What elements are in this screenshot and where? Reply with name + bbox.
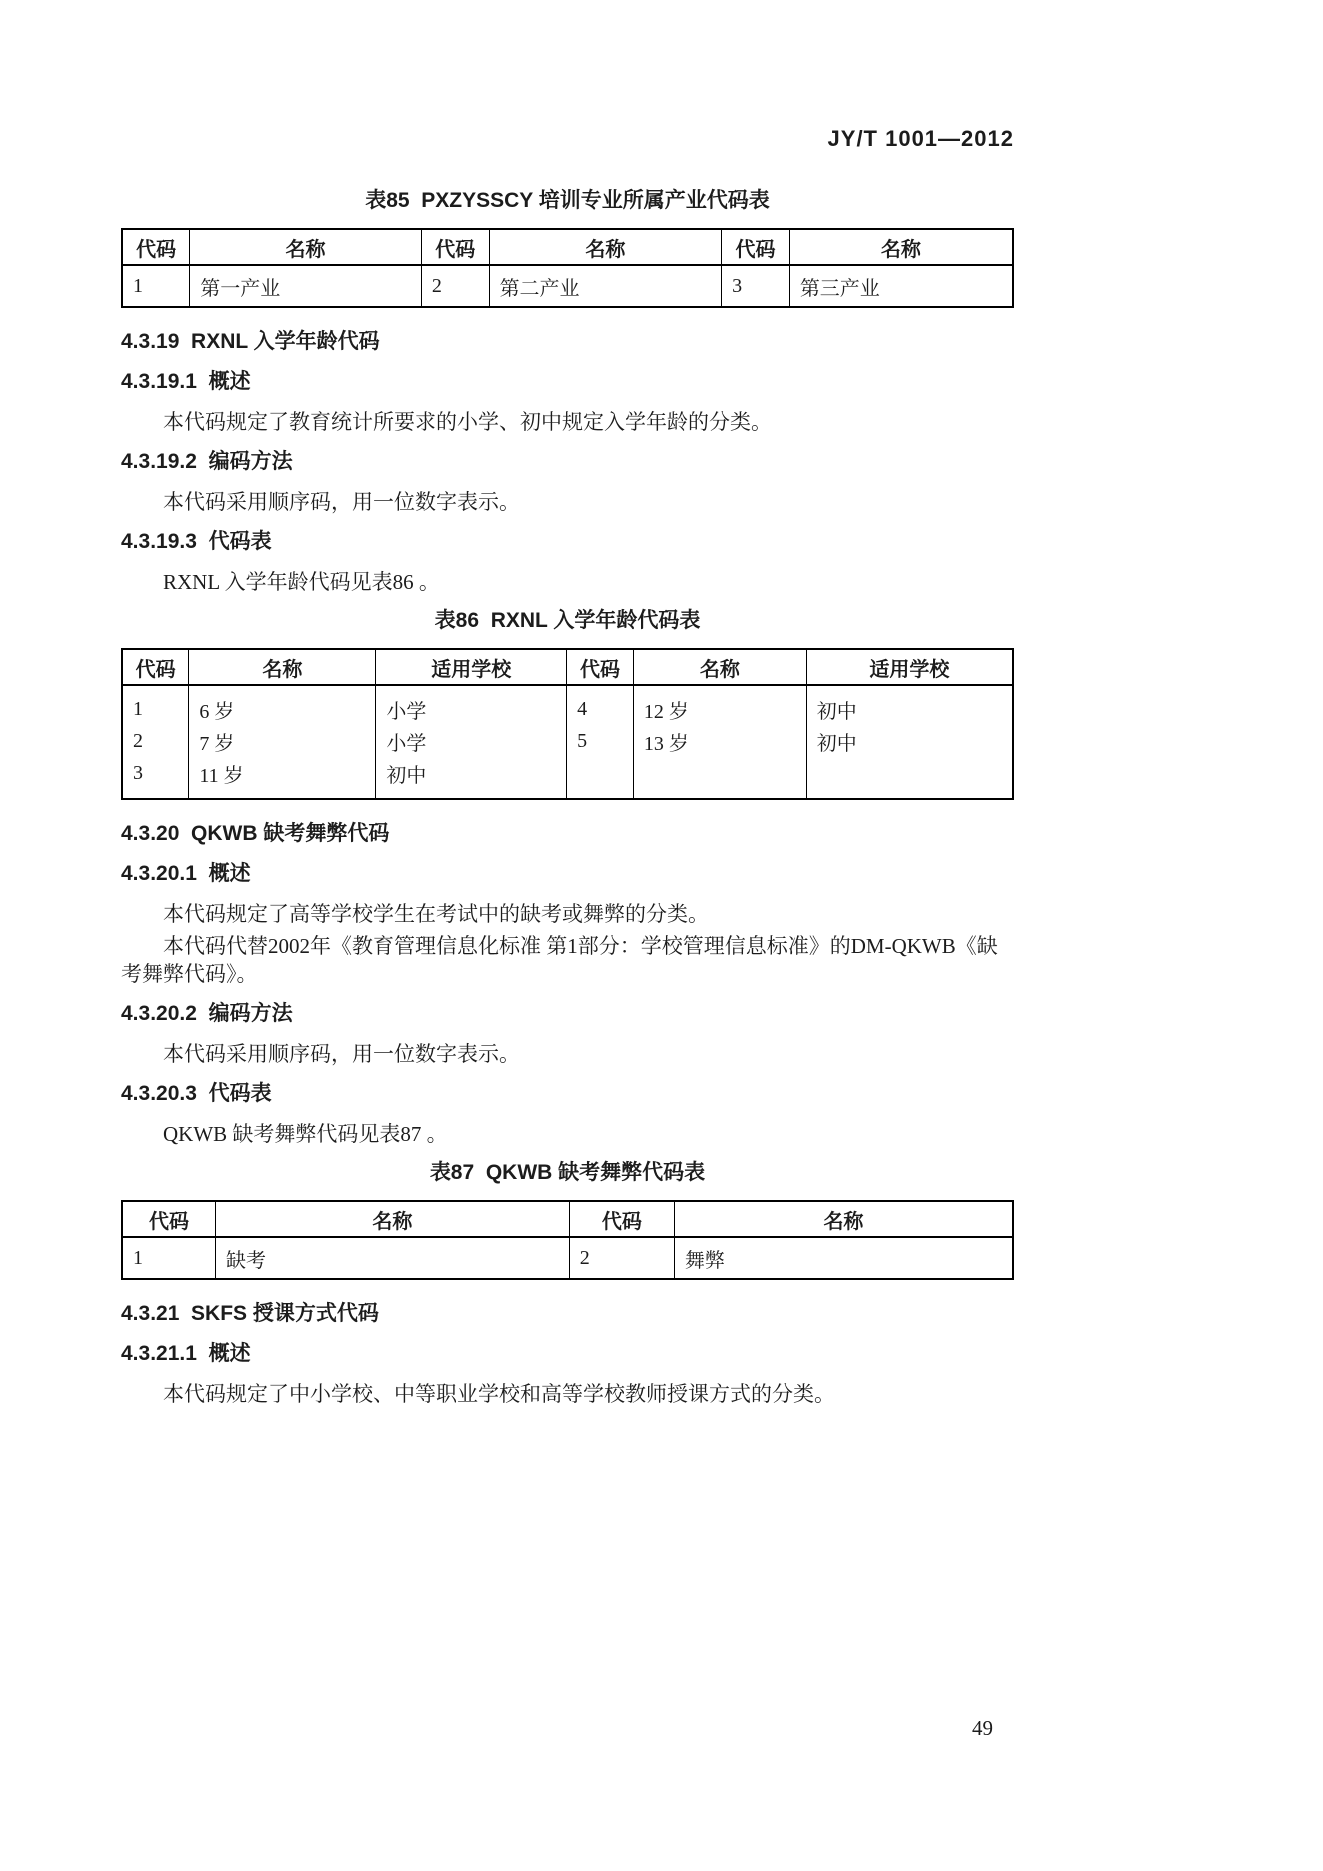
page-content: [121, 126, 1014, 1420]
paragraph: 本代码规定了中小学校、中等职业学校和高等学校教师授课方式的分类。: [163, 1382, 835, 1406]
section-heading-4-3-20-3: 4.3.20.3 代码表: [121, 1082, 272, 1105]
name-cell: 13 岁: [633, 725, 806, 757]
section-heading-4-3-20: 4.3.20 QKWB 缺考舞弊代码: [121, 822, 390, 845]
table87-title: 表87 QKWB 缺考舞弊代码表: [429, 1161, 706, 1184]
code-cell: 3: [122, 757, 189, 799]
name-cell: 6 岁: [189, 685, 376, 725]
school-cell: 初中: [806, 685, 1013, 725]
code-cell: 1: [122, 1237, 216, 1279]
column-header-school: 适用学校: [376, 649, 567, 685]
section-heading-4-3-19-2: 4.3.19.2 编码方法: [121, 450, 293, 473]
section-heading-4-3-20-2: 4.3.20.2 编码方法: [121, 1002, 293, 1025]
name-cell: 缺考: [216, 1237, 570, 1279]
column-header-school: 适用学校: [806, 649, 1013, 685]
paragraph: QKWB 缺考舞弊代码见表87 。: [163, 1122, 448, 1146]
section-heading-4-3-19-3: 4.3.19.3 代码表: [121, 530, 272, 553]
name-cell: 7 岁: [189, 725, 376, 757]
paragraph: 本代码采用顺序码，用一位数字表示。: [163, 1042, 520, 1066]
section-heading-4-3-19-1: 4.3.19.1 概述: [121, 370, 251, 393]
table85: [121, 228, 1014, 308]
paragraph: 本代码采用顺序码，用一位数字表示。: [163, 490, 520, 514]
paragraph: 本代码规定了教育统计所要求的小学、初中规定入学年龄的分类。: [163, 410, 772, 434]
school-cell: 小学: [376, 685, 567, 725]
name-cell: 舞弊: [674, 1237, 1013, 1279]
column-header-code: 代码: [567, 649, 634, 685]
section-heading-4-3-21-1: 4.3.21.1 概述: [121, 1342, 251, 1365]
code-cell: 2: [569, 1237, 674, 1279]
school-cell: 初中: [806, 725, 1013, 757]
column-header-name: 名称: [489, 229, 722, 265]
school-cell: [806, 757, 1013, 799]
code-cell: 1: [122, 265, 190, 307]
table-row: [122, 725, 1013, 757]
column-header-code: 代码: [722, 229, 790, 265]
table86-header-row: [122, 649, 1013, 685]
name-cell: 第一产业: [190, 265, 422, 307]
doc-number: JY/T 1001—2012: [827, 126, 1014, 151]
paragraph: 本代码规定了高等学校学生在考试中的缺考或舞弊的分类。: [163, 902, 709, 926]
paragraph: RXNL 入学年龄代码见表86 。: [163, 570, 440, 594]
table-row: [122, 757, 1013, 799]
column-header-name: 名称: [216, 1201, 570, 1237]
paragraph: 本代码代替2002年《教育管理信息化标准 第1部分：学校管理信息标准》的DM-QKWB《缺考舞弊代码》。: [121, 934, 998, 986]
name-cell: [633, 757, 806, 799]
code-cell: [567, 757, 634, 799]
school-cell: 初中: [376, 757, 567, 799]
column-header-code: 代码: [569, 1201, 674, 1237]
table86-title: 表86 RXNL 入学年龄代码表: [434, 609, 701, 632]
section-heading-4-3-21: 4.3.21 SKFS 授课方式代码: [121, 1302, 379, 1325]
table86: [121, 648, 1014, 800]
column-header-code: 代码: [122, 1201, 216, 1237]
code-cell: 5: [567, 725, 634, 757]
column-header-name: 名称: [789, 229, 1013, 265]
code-cell: 2: [421, 265, 489, 307]
code-cell: 2: [122, 725, 189, 757]
column-header-code: 代码: [122, 229, 190, 265]
column-header-name: 名称: [190, 229, 422, 265]
table87-header-row: [122, 1201, 1013, 1237]
table85-title: 表85 PXZYSSCY 培训专业所属产业代码表: [365, 189, 770, 212]
table85-header-row: [122, 229, 1013, 265]
table-row: [122, 1237, 1013, 1279]
code-cell: 1: [122, 685, 189, 725]
column-header-name: 名称: [674, 1201, 1013, 1237]
table87: [121, 1200, 1014, 1280]
column-header-name: 名称: [189, 649, 376, 685]
section-heading-4-3-19: 4.3.19 RXNL 入学年龄代码: [121, 330, 380, 353]
column-header-code: 代码: [122, 649, 189, 685]
table-row: [122, 265, 1013, 307]
column-header-name: 名称: [633, 649, 806, 685]
name-cell: 第二产业: [489, 265, 722, 307]
page-number: 49: [972, 1716, 993, 1740]
name-cell: 12 岁: [633, 685, 806, 725]
column-header-code: 代码: [421, 229, 489, 265]
code-cell: 3: [722, 265, 790, 307]
table-row: [122, 685, 1013, 725]
school-cell: 小学: [376, 725, 567, 757]
name-cell: 第三产业: [789, 265, 1013, 307]
name-cell: 11 岁: [189, 757, 376, 799]
section-heading-4-3-20-1: 4.3.20.1 概述: [121, 862, 251, 885]
code-cell: 4: [567, 685, 634, 725]
